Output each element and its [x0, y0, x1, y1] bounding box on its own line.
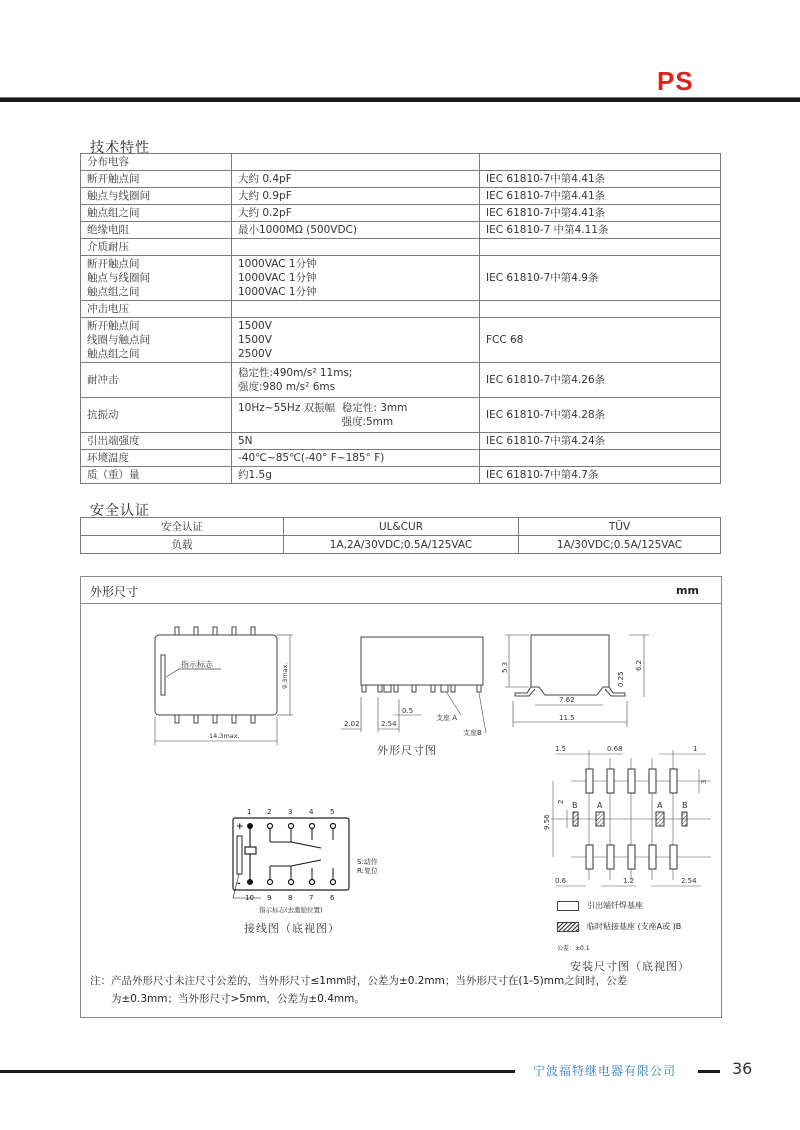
mounting-caption: 安装尺寸图（底视图） [570, 960, 690, 973]
outline-side-view [499, 627, 649, 727]
spec-value-cell: 大约 0.9pF [232, 188, 480, 205]
spec-standard-cell: IEC 61810-7中第4.41条 [480, 188, 721, 205]
spec-value-cell: -40℃~85℃(-40° F~185° F) [232, 450, 480, 467]
dim-0-25: 0.25 [617, 671, 625, 687]
dim-6-2: 6.2 [635, 659, 643, 671]
spec-item-cell: 介质耐压 [81, 239, 232, 256]
spec-standard-cell: IEC 61810-7中第4.26条 [480, 363, 721, 398]
dimensions-unit: mm [676, 584, 699, 597]
top-pins [175, 627, 255, 635]
outline-caption: 外形尺寸图 [377, 744, 437, 757]
tolerance-footnote: 注：产品外形尺寸未注尺寸公差的，当外形尺寸≤1mm时，公差为±0.2mm；当外形尺寸在(1-5)mm之间时，公差 为±0.3mm；当外形尺寸>5mm，公差为±0.4mm。 [90, 975, 628, 1005]
cert-cell: 1A,2A/30VDC;0.5A/125VAC [284, 536, 519, 554]
dim-0-68: 0.68 [607, 745, 623, 753]
legend-r: R:复位 [357, 867, 379, 875]
pin-9: 9 [267, 894, 272, 902]
page-number: 36 [732, 1059, 753, 1078]
dimensions-header [81, 577, 721, 604]
spec-standard-cell: IEC 61810-7中第4.41条 [480, 205, 721, 222]
spec-row [81, 256, 721, 301]
tolerance-note: 公差：±0.1 [557, 945, 590, 952]
spec-standard-cell: IEC 61810-7中第4.7条 [480, 467, 721, 484]
spec-row [81, 318, 721, 363]
safety-cert-title: 安全认证 [90, 503, 150, 519]
bottom-pins [175, 715, 255, 723]
dim-2-54: 2.54 [381, 720, 397, 728]
width-label: 14.3max. [209, 732, 240, 740]
label-a-left: A [597, 801, 603, 810]
cert-header-row [81, 518, 721, 536]
spec-standard-cell: IEC 61810-7中第4.9条 [480, 256, 721, 301]
spec-row [81, 205, 721, 222]
temp-pad-swatch [557, 922, 579, 932]
spec-value-cell: 1500V 1500V 2500V [232, 318, 480, 363]
plus-sign: + [236, 822, 244, 832]
dim-3: 3 [700, 779, 708, 784]
dimensions-panel [80, 576, 722, 1018]
brand-logo: PS [657, 66, 694, 96]
spec-value-cell: 大约 0.2pF [232, 205, 480, 222]
spec-standard-cell [480, 450, 721, 467]
outline-front-view [341, 627, 501, 737]
spec-standard-cell [480, 154, 721, 171]
spec-item-cell: 环境温度 [81, 450, 232, 467]
spec-value-cell [232, 239, 480, 256]
footer-rule-left [0, 1070, 515, 1073]
spec-row [81, 433, 721, 450]
footer-rule-right [698, 1070, 720, 1073]
spec-value-cell [232, 154, 480, 171]
dim-1: 1 [693, 745, 698, 753]
dim-2: 2 [557, 799, 565, 804]
header-rule [0, 97, 800, 102]
outline-top-view [141, 617, 321, 747]
spec-value-cell: 大约 0.4pF [232, 171, 480, 188]
spec-row [81, 188, 721, 205]
support-a-label: 支座 A [436, 714, 458, 722]
spec-item-cell: 断开触点间 线圈与触点间 触点组之间 [81, 318, 232, 363]
dimensions-title: 外形尺寸 [90, 585, 139, 599]
cert-cell: 负载 [81, 536, 284, 554]
support-pad-a-right [656, 812, 664, 826]
spec-item-cell: 抗振动 [81, 398, 232, 433]
indicator-mark [161, 655, 165, 695]
solder-pad-swatch [557, 901, 579, 911]
dim-0-6: 0.6 [555, 877, 567, 885]
spec-item-cell: 触点组之间 [81, 205, 232, 222]
spec-value-cell [232, 301, 480, 318]
safety-cert-table [80, 517, 721, 554]
spec-item-cell: 断开触点间 [81, 171, 232, 188]
spec-item-cell: 触点与线圈间 [81, 188, 232, 205]
spec-value-cell: 10Hz~55Hz 双振幅 稳定性: 3mm 强度:5mm [232, 398, 480, 433]
minus-sign: - [237, 879, 241, 889]
pin-3: 3 [288, 808, 293, 816]
spec-row [81, 467, 721, 484]
company-name: 宁波福特继电器有限公司 [533, 1064, 677, 1078]
spec-row [81, 301, 721, 318]
spec-row [81, 222, 721, 239]
cert-header-cell: UL&CUR [284, 518, 519, 536]
indicator-label: 指示标志 [181, 660, 213, 669]
spec-standard-cell: IEC 61810-7中第4.41条 [480, 171, 721, 188]
dim-9-56: 9.56 [543, 814, 551, 830]
mounting-diagram [541, 740, 721, 890]
label-b-right: B [682, 801, 688, 810]
dim-0-5: 0.5 [402, 707, 414, 715]
pin-5: 5 [330, 808, 335, 816]
cert-header-cell: 安全认证 [81, 518, 284, 536]
label-b-left: B [572, 801, 578, 810]
spec-item-cell: 耐冲击 [81, 363, 232, 398]
spec-standard-cell: FCC 68 [480, 318, 721, 363]
spec-standard-cell: IEC 61810-7中第4.24条 [480, 433, 721, 450]
dim-1-2: 1.2 [623, 877, 635, 885]
tech-specs-title: 技术特性 [90, 140, 150, 156]
spec-row [81, 171, 721, 188]
pin-8: 8 [288, 894, 293, 902]
spec-row [81, 239, 721, 256]
tech-specs-table [80, 153, 721, 484]
spec-value-cell: 1000VAC 1分钟 1000VAC 1分钟 1000VAC 1分钟 [232, 256, 480, 301]
dim-2-02: 2.02 [344, 720, 360, 728]
cert-header-cell: TÜV [519, 518, 721, 536]
spec-value-cell: 约1.5g [232, 467, 480, 484]
support-pad-b-left [573, 812, 578, 826]
wiring-diagram [221, 802, 421, 917]
support-pad-b-right [682, 812, 687, 826]
spec-row [81, 154, 721, 171]
spec-item-cell: 分布电容 [81, 154, 232, 171]
spec-standard-cell: IEC 61810-7中第4.28条 [480, 398, 721, 433]
cert-cell: 1A/30VDC;0.5A/125VAC [519, 536, 721, 554]
pin-6: 6 [330, 894, 335, 902]
legend-s: S:动作 [357, 858, 378, 866]
wiring-indicator-label: 指示标志(去激励位置) [259, 906, 323, 914]
side-height-label: 5.3 [501, 661, 509, 673]
spec-standard-cell [480, 239, 721, 256]
spec-item-cell: 断开触点间 触点与线圈间 触点组之间 [81, 256, 232, 301]
spec-value-cell: 稳定性:490m/s² 11ms; 强度:980 m/s² 6ms [232, 363, 480, 398]
spec-row [81, 363, 721, 398]
pin-10: 10 [245, 894, 254, 902]
spec-standard-cell [480, 301, 721, 318]
dim-2-54-mount: 2.54 [681, 877, 697, 885]
dim-1-5: 1.5 [555, 745, 567, 753]
support-pad-a-left [596, 812, 604, 826]
legend-temp: 临时粘接基座 (支座A或 )B [587, 922, 682, 931]
spec-item-cell: 冲击电压 [81, 301, 232, 318]
spec-value-cell: 最小1000MΩ (500VDC) [232, 222, 480, 239]
spec-value-cell: 5N [232, 433, 480, 450]
pin-2: 2 [267, 808, 272, 816]
spec-standard-cell: IEC 61810-7 中第4.11条 [480, 222, 721, 239]
spec-item-cell: 绝缘电阻 [81, 222, 232, 239]
dim-11-5: 11.5 [559, 714, 575, 722]
height-label: 9.3max. [281, 662, 289, 689]
spec-row [81, 450, 721, 467]
cert-row [81, 536, 721, 554]
wiring-caption: 接线图（底视图） [244, 922, 340, 935]
spec-row [81, 398, 721, 433]
legend-solder: 引出端钎焊基座 [587, 901, 643, 910]
pin-7: 7 [309, 894, 314, 902]
spec-item-cell: 引出端强度 [81, 433, 232, 450]
pin-4: 4 [309, 808, 314, 816]
dim-7-62: 7.62 [559, 696, 575, 704]
spec-item-cell: 质（重）量 [81, 467, 232, 484]
support-b-label: 支座B [463, 729, 482, 737]
pin-1: 1 [247, 808, 252, 816]
label-a-right: A [657, 801, 663, 810]
